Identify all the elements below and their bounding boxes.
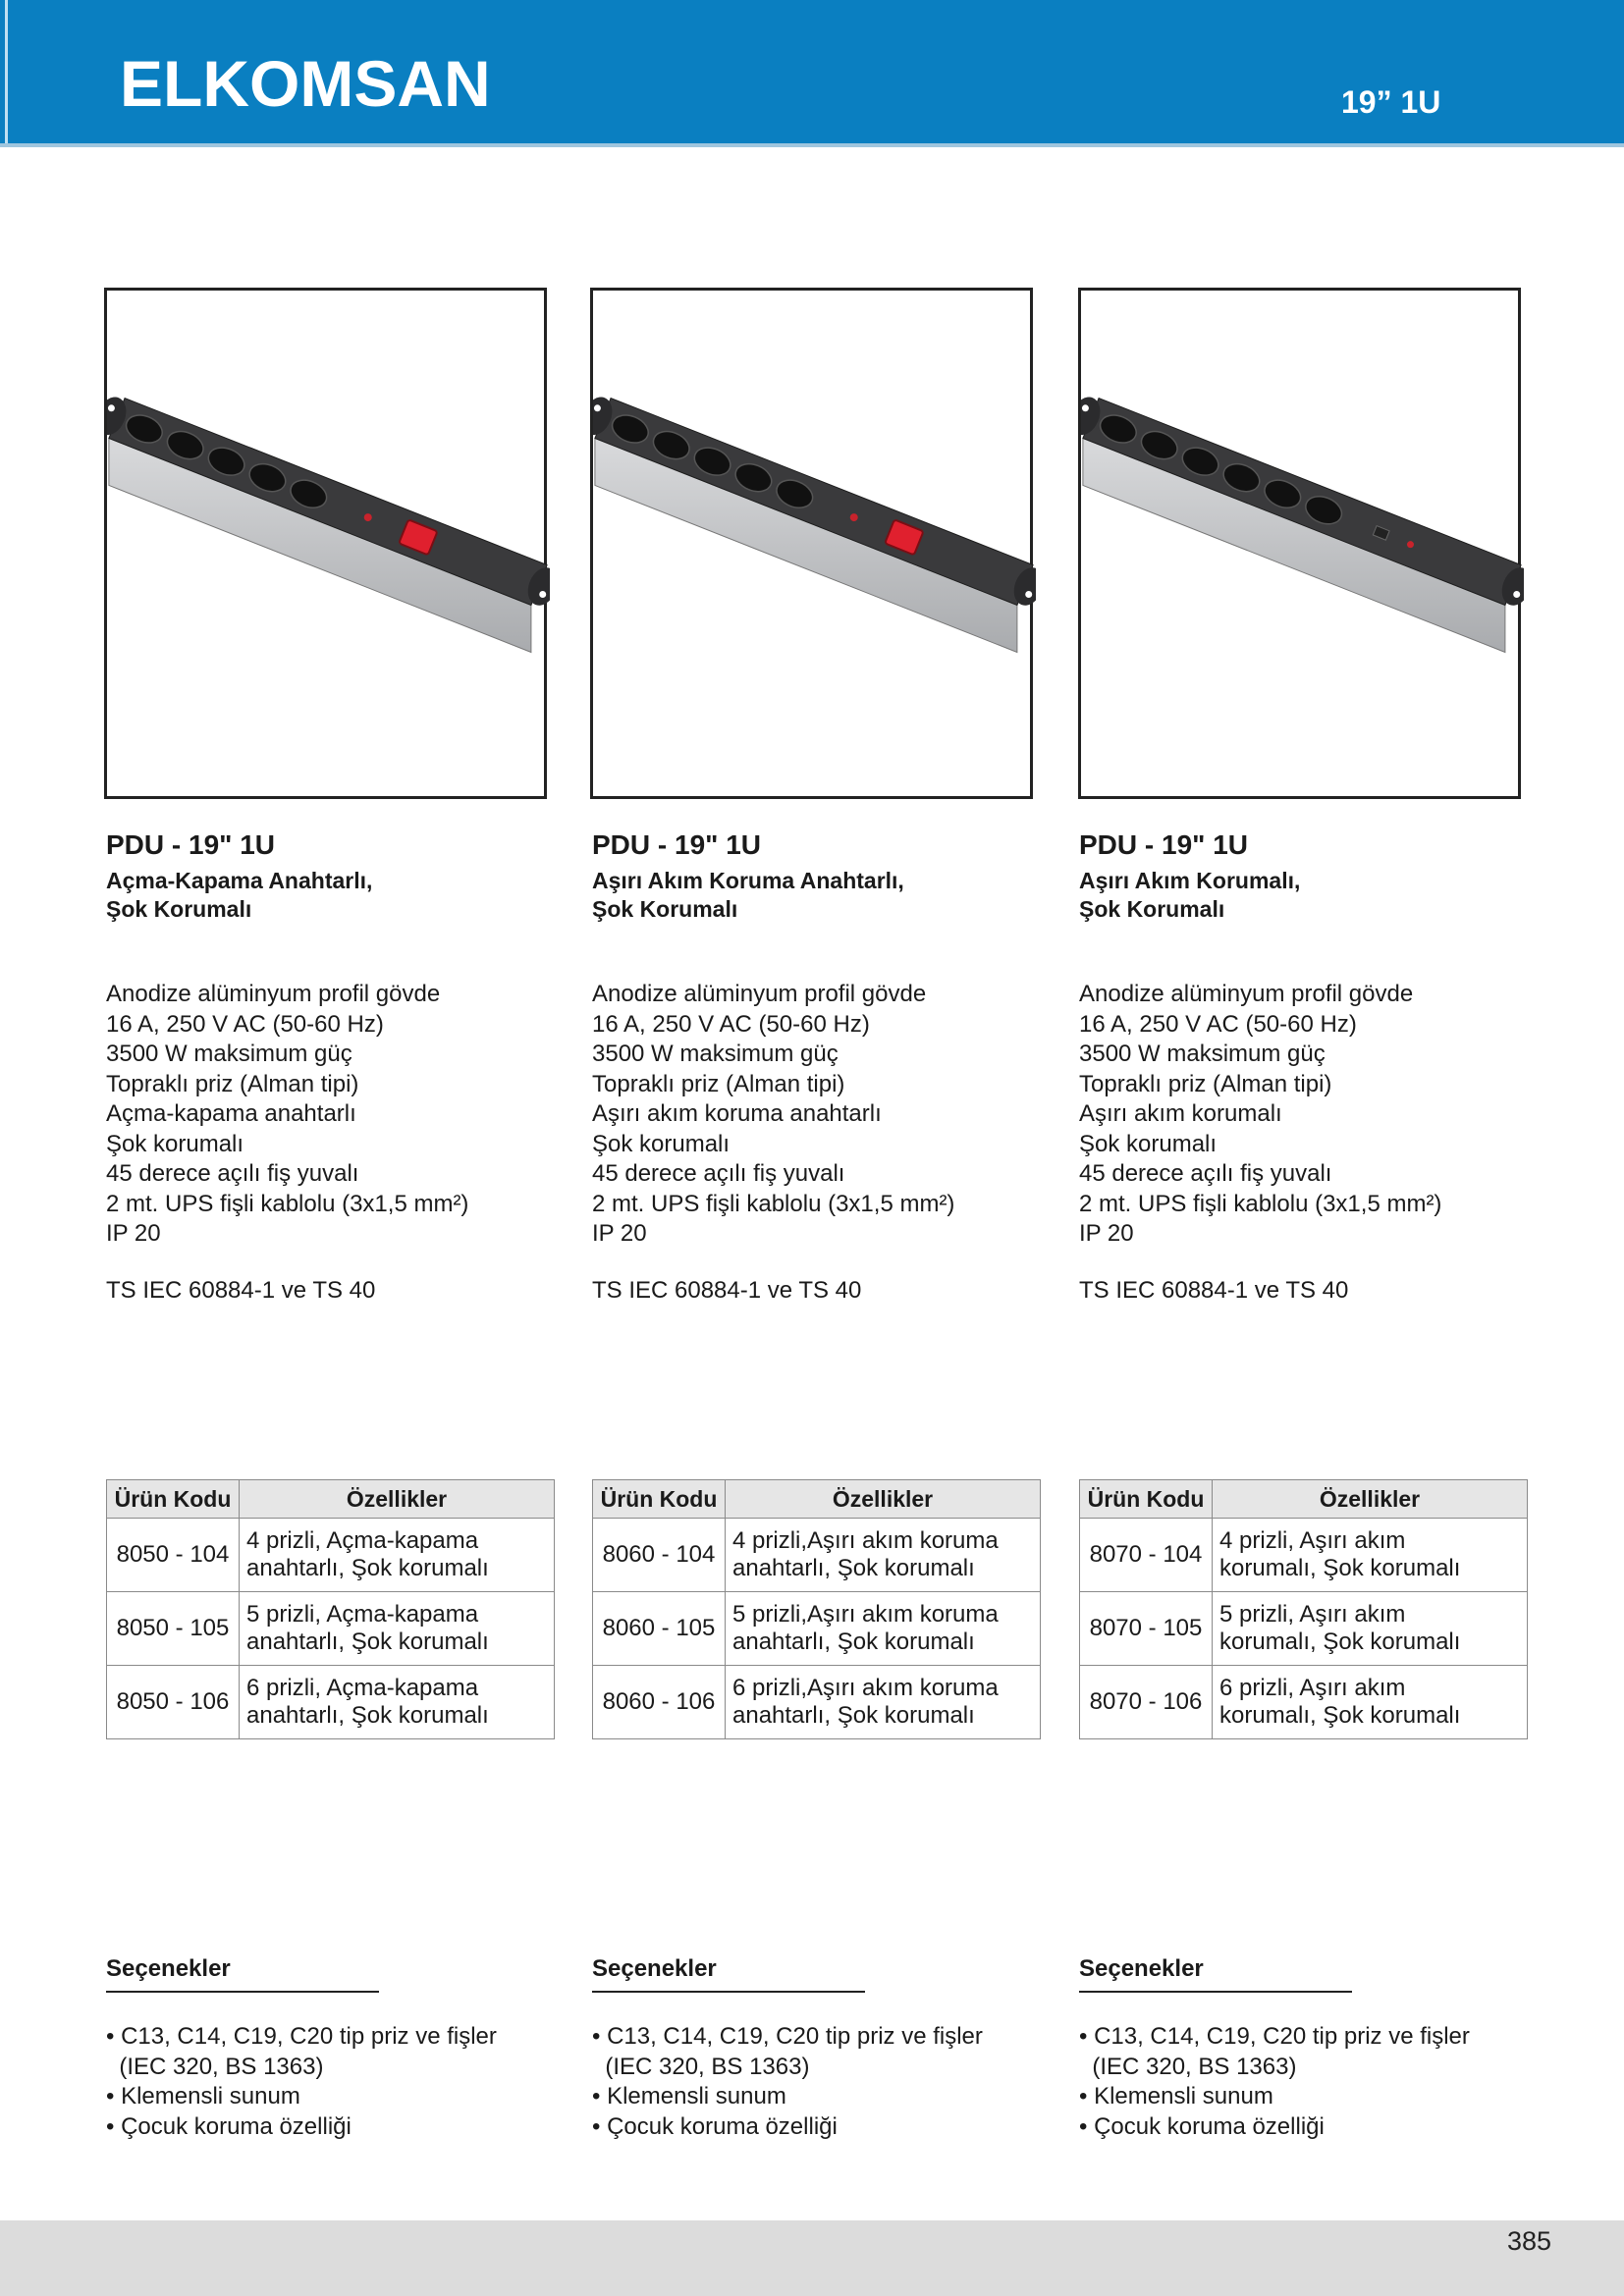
spec-item: Topraklı priz (Alman tipi)	[106, 1070, 359, 1097]
spec-item: Topraklı priz (Alman tipi)	[592, 1070, 845, 1097]
product-features-cell	[1213, 1592, 1528, 1666]
pdu-product-icon	[1081, 291, 1524, 802]
product-subtitle-line: Şok Korumalı	[592, 896, 738, 922]
spec-item: 3500 W maksimum güç	[1079, 1041, 1326, 1067]
options-list	[106, 2022, 497, 2142]
option-item: • Klemensli sunum	[1079, 2083, 1273, 2109]
product-features-cell	[726, 1666, 1041, 1739]
product-subtitle	[1079, 867, 1300, 924]
table-row	[1080, 1592, 1528, 1666]
feature-line: 6 prizli, Açma-kapama	[246, 1675, 479, 1701]
option-item: • Çocuk koruma özelliği	[106, 2112, 352, 2140]
product-code-cell: 8050 - 104	[107, 1519, 240, 1592]
option-item: (IEC 320, BS 1363)	[1079, 2053, 1297, 2080]
feature-line: anahtarlı, Şok korumalı	[732, 1555, 975, 1581]
product-subtitle-line: Şok Korumalı	[106, 896, 252, 922]
options-heading: Seçenekler	[1079, 1955, 1204, 1982]
table-row	[593, 1666, 1041, 1739]
product-title: PDU - 19" 1U	[592, 829, 761, 860]
spec-item: 45 derece açılı fiş yuvalı	[106, 1160, 359, 1187]
table-row	[107, 1666, 555, 1739]
spec-item: 16 A, 250 V AC (50-60 Hz)	[592, 1010, 870, 1038]
table-row	[593, 1519, 1041, 1592]
spec-item: Anodize alüminyum profil gövde	[592, 981, 927, 1007]
feature-line: 6 prizli, Aşırı akım	[1219, 1675, 1406, 1701]
product-code-cell: 8070 - 105	[1080, 1592, 1213, 1666]
product-code-table	[592, 1479, 1041, 1739]
spec-list	[106, 980, 468, 1250]
options-heading: Seçenekler	[106, 1955, 231, 1982]
product-features-cell	[726, 1519, 1041, 1592]
spec-item: 16 A, 250 V AC (50-60 Hz)	[106, 1010, 384, 1038]
options-list	[592, 2022, 983, 2142]
feature-line: anahtarlı, Şok korumalı	[732, 1702, 975, 1729]
product-code-cell: 8060 - 106	[593, 1666, 726, 1739]
spec-item: 16 A, 250 V AC (50-60 Hz)	[1079, 1010, 1357, 1038]
brand-logo-text: ELKOMSAN	[120, 47, 491, 120]
product-code-table	[106, 1479, 555, 1739]
spec-item: Açma-kapama anahtarlı	[106, 1100, 356, 1127]
option-item: • C13, C14, C19, C20 tip priz ve fişler	[106, 2023, 497, 2050]
column-header-code: Ürün Kodu	[593, 1480, 726, 1519]
option-item: • C13, C14, C19, C20 tip priz ve fişler	[1079, 2023, 1470, 2050]
feature-line: 4 prizli, Açma-kapama	[246, 1527, 479, 1554]
spec-list	[1079, 980, 1441, 1250]
product-code-cell: 8050 - 105	[107, 1592, 240, 1666]
column-header-code: Ürün Kodu	[1080, 1480, 1213, 1519]
table-header-row	[1080, 1480, 1528, 1519]
column-header-features: Özellikler	[1213, 1480, 1528, 1519]
options-underline	[106, 1991, 379, 1993]
spec-item: Topraklı priz (Alman tipi)	[1079, 1070, 1332, 1097]
product-subtitle-line: Aşırı Akım Koruma Anahtarlı,	[592, 868, 904, 893]
options-list	[1079, 2022, 1470, 2142]
product-code-cell: 8060 - 104	[593, 1519, 726, 1592]
feature-line: 5 prizli, Açma-kapama	[246, 1601, 479, 1628]
feature-line: 4 prizli, Aşırı akım	[1219, 1527, 1406, 1554]
option-item: • Çocuk koruma özelliği	[592, 2112, 838, 2140]
product-features-cell	[726, 1592, 1041, 1666]
table-row	[107, 1592, 555, 1666]
spec-item: Şok korumalı	[1079, 1130, 1218, 1157]
product-features-cell	[1213, 1666, 1528, 1739]
table-row	[593, 1592, 1041, 1666]
product-subtitle	[106, 867, 372, 924]
option-item: • Klemensli sunum	[106, 2083, 300, 2109]
feature-line: 6 prizli,Aşırı akım koruma	[732, 1675, 999, 1701]
product-subtitle	[592, 867, 904, 924]
feature-line: anahtarlı, Şok korumalı	[246, 1629, 489, 1655]
header-size-label: 19” 1U	[1341, 84, 1441, 120]
spec-item: 2 mt. UPS fişli kablolu (3x1,5 mm²)	[106, 1190, 469, 1217]
column-header-features: Özellikler	[240, 1480, 555, 1519]
product-features-cell	[1213, 1519, 1528, 1592]
feature-line: 4 prizli,Aşırı akım koruma	[732, 1527, 999, 1554]
spec-item: 2 mt. UPS fişli kablolu (3x1,5 mm²)	[592, 1190, 955, 1217]
spec-item: 3500 W maksimum güç	[592, 1041, 839, 1067]
option-item: (IEC 320, BS 1363)	[106, 2053, 324, 2080]
standard-text: TS IEC 60884-1 ve TS 40	[106, 1277, 376, 1304]
option-item: (IEC 320, BS 1363)	[592, 2053, 810, 2080]
product-subtitle-line: Şok Korumalı	[1079, 896, 1225, 922]
product-features-cell	[240, 1519, 555, 1592]
spec-item: Şok korumalı	[592, 1130, 731, 1157]
options-heading: Seçenekler	[592, 1955, 717, 1982]
feature-line: anahtarlı, Şok korumalı	[246, 1702, 489, 1729]
spec-item: 45 derece açılı fiş yuvalı	[592, 1160, 845, 1187]
header-bar	[0, 0, 1624, 147]
feature-line: korumalı, Şok korumalı	[1219, 1629, 1461, 1655]
options-underline	[1079, 1991, 1352, 1993]
pdu-product-icon	[107, 291, 550, 802]
spec-item: 45 derece açılı fiş yuvalı	[1079, 1160, 1332, 1187]
feature-line: 5 prizli, Aşırı akım	[1219, 1601, 1406, 1628]
table-row	[1080, 1666, 1528, 1739]
feature-line: 5 prizli,Aşırı akım koruma	[732, 1601, 999, 1628]
table-header-row	[593, 1480, 1041, 1519]
standard-text: TS IEC 60884-1 ve TS 40	[592, 1277, 862, 1304]
spec-item: Aşırı akım koruma anahtarlı	[592, 1100, 882, 1127]
feature-line: korumalı, Şok korumalı	[1219, 1702, 1461, 1729]
product-subtitle-line: Aşırı Akım Korumalı,	[1079, 868, 1301, 893]
pdu-product-icon	[593, 291, 1036, 802]
table-row	[1080, 1519, 1528, 1592]
option-item: • Klemensli sunum	[592, 2083, 786, 2109]
product-code-cell: 8070 - 106	[1080, 1666, 1213, 1739]
product-features-cell	[240, 1666, 555, 1739]
product-code-cell: 8060 - 105	[593, 1592, 726, 1666]
product-image-frame	[590, 288, 1033, 799]
option-item: • C13, C14, C19, C20 tip priz ve fişler	[592, 2023, 983, 2050]
product-subtitle-line: Açma-Kapama Anahtarlı,	[106, 868, 373, 893]
options-underline	[592, 1991, 865, 1993]
product-features-cell	[240, 1592, 555, 1666]
spec-item: IP 20	[1079, 1220, 1134, 1247]
spec-item: Anodize alüminyum profil gövde	[1079, 981, 1414, 1007]
product-code-table	[1079, 1479, 1528, 1739]
feature-line: anahtarlı, Şok korumalı	[246, 1555, 489, 1581]
standard-text: TS IEC 60884-1 ve TS 40	[1079, 1277, 1349, 1304]
spec-item: IP 20	[592, 1220, 647, 1247]
column-header-code: Ürün Kodu	[107, 1480, 240, 1519]
spec-item: 2 mt. UPS fişli kablolu (3x1,5 mm²)	[1079, 1190, 1442, 1217]
product-title: PDU - 19" 1U	[106, 829, 275, 860]
product-code-cell: 8070 - 104	[1080, 1519, 1213, 1592]
feature-line: anahtarlı, Şok korumalı	[732, 1629, 975, 1655]
spec-item: Anodize alüminyum profil gövde	[106, 981, 441, 1007]
spec-list	[592, 980, 954, 1250]
product-image-frame	[1078, 288, 1521, 799]
product-image-frame	[104, 288, 547, 799]
spec-item: IP 20	[106, 1220, 161, 1247]
header-edge-line	[5, 0, 8, 143]
table-header-row	[107, 1480, 555, 1519]
feature-line: korumalı, Şok korumalı	[1219, 1555, 1461, 1581]
spec-item: Aşırı akım korumalı	[1079, 1100, 1282, 1127]
table-row	[107, 1519, 555, 1592]
page-number: 385	[1507, 2226, 1552, 2256]
footer-bar	[0, 2220, 1624, 2296]
spec-item: 3500 W maksimum güç	[106, 1041, 352, 1067]
product-code-cell: 8050 - 106	[107, 1666, 240, 1739]
spec-item: Şok korumalı	[106, 1130, 244, 1157]
option-item: • Çocuk koruma özelliği	[1079, 2112, 1325, 2140]
column-header-features: Özellikler	[726, 1480, 1041, 1519]
product-title: PDU - 19" 1U	[1079, 829, 1248, 860]
